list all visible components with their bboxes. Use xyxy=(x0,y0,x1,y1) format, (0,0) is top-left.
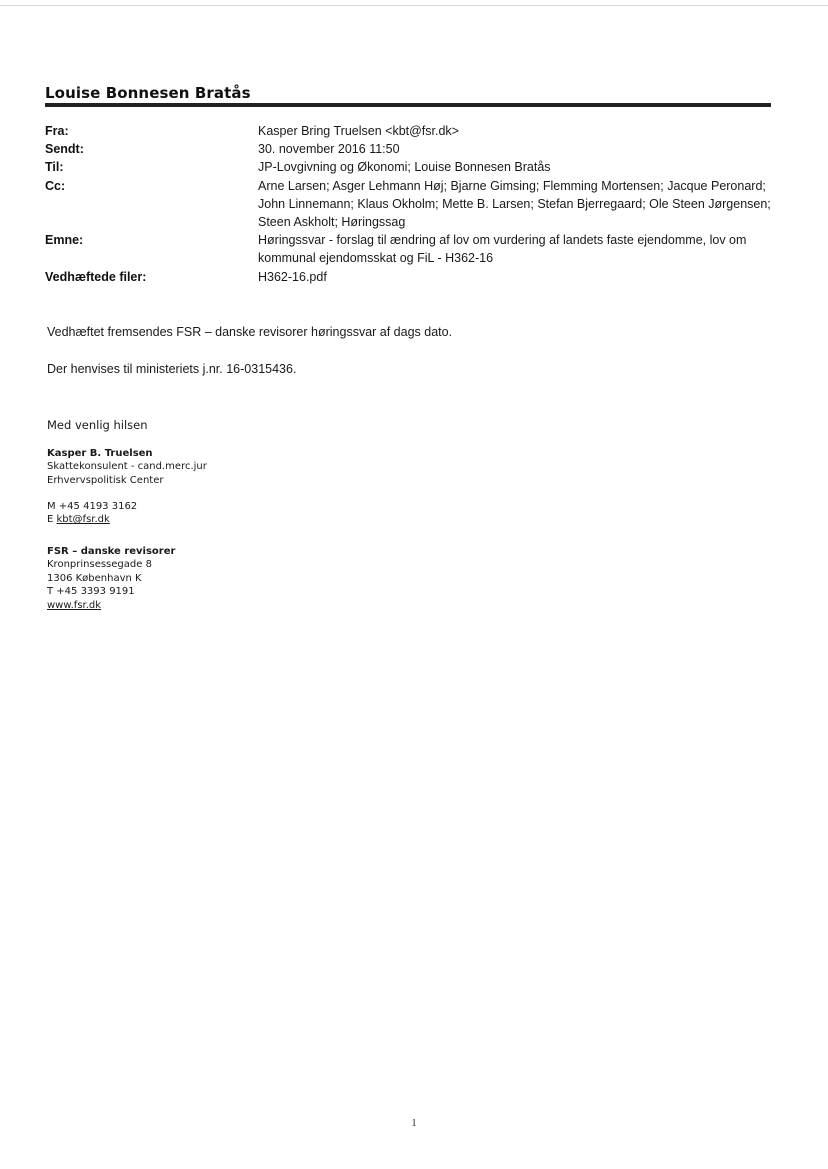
signature-company-name: FSR – danske revisorer xyxy=(47,546,176,557)
signature-name: Kasper B. Truelsen xyxy=(47,448,153,459)
page-top-edge xyxy=(0,5,828,6)
signature-person xyxy=(47,447,207,487)
sent-row xyxy=(45,140,775,158)
signature-contact xyxy=(47,500,137,527)
subject-label: Emne: xyxy=(45,233,84,248)
from-row xyxy=(45,122,775,140)
page-number: 1 xyxy=(411,1117,417,1129)
from-label: Fra: xyxy=(45,124,69,138)
to-value: JP-Lovgivning og Økonomi; Louise Bonnesen Bratås xyxy=(258,160,551,175)
cc-value: Arne Larsen; Asger Lehmann Høj; Bjarne Gimsing; Flemming Mortensen; Jacque Peronard; John Linnemann; Klaus Okholm; Mette B. Larsen; Stefan Bjerregaard; Ole Steen Jørgensen; Steen Askholt; Høringssag xyxy=(258,178,771,230)
email-header-fields xyxy=(45,122,775,286)
mailbox-owner-name: Louise Bonnesen Bratås xyxy=(45,84,251,102)
signature-title: Skattekonsulent - cand.merc.jur xyxy=(47,461,207,473)
signature-department: Erhvervspolitisk Center xyxy=(47,474,164,486)
signature-email-link[interactable]: kbt@fsr.dk xyxy=(56,514,110,526)
from-value: Kasper Bring Truelsen <kbt@fsr.dk> xyxy=(258,124,459,138)
subject-value: Høringssvar - forslag til ændring af lov om vurdering af landets faste ejendomme, lov om kommunal ejendomsskat og FiL - H362-16 xyxy=(258,233,747,266)
to-row xyxy=(45,158,775,176)
signature-phone: T +45 3393 9191 xyxy=(47,586,135,598)
to-label: Til: xyxy=(45,160,64,175)
signature-mobile: M +45 4193 3162 xyxy=(47,501,138,512)
cc-label: Cc: xyxy=(45,178,66,193)
signature-greeting: Med venlig hilsen xyxy=(47,418,148,432)
body-paragraph-attachment: Vedhæftet fremsendes FSR – danske revisorer høringssvar af dags dato. xyxy=(47,325,453,339)
signature-city: 1306 København K xyxy=(47,572,142,584)
cc-row xyxy=(45,177,775,232)
sent-value: 30. november 2016 11:50 xyxy=(258,142,400,157)
signature-website-link[interactable]: www.fsr.dk xyxy=(47,599,102,611)
subject-row xyxy=(45,231,775,267)
body-paragraph-reference: Der henvises til ministeriets j.nr. 16-0315436. xyxy=(47,362,297,376)
header-divider xyxy=(45,103,771,107)
signature-company xyxy=(47,545,175,612)
attachments-row xyxy=(45,268,775,286)
attachments-label: Vedhæftede filer: xyxy=(45,269,147,284)
attachment-file[interactable]: H362-16.pdf xyxy=(258,269,327,284)
signature-email-line xyxy=(47,513,137,526)
signature-email-prefix: E xyxy=(47,514,57,526)
signature-street: Kronprinsessegade 8 xyxy=(47,559,152,571)
sent-label: Sendt: xyxy=(45,142,84,157)
